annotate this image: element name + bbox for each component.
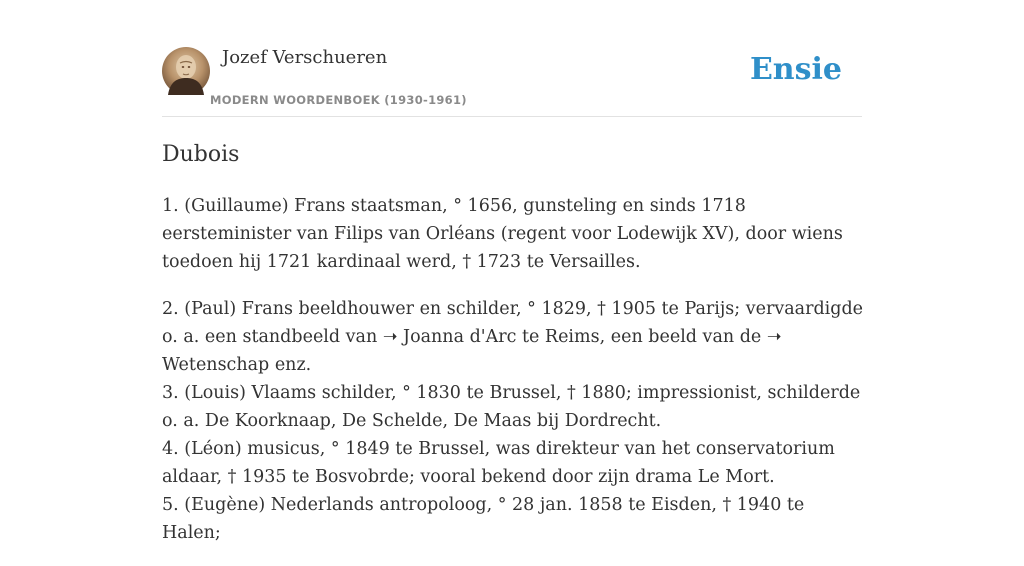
reference-arrow-icon: ➝ xyxy=(382,327,398,347)
entry-item-3: 3. (Louis) Vlaams schilder, ° 1830 te Brussel, † 1880; impressionist, schilderde o. a. De Koorknaap, De Schelde, De Maas bij Dordrecht. xyxy=(162,383,861,431)
page-header xyxy=(162,46,862,117)
entry-paragraph-2 xyxy=(162,295,868,547)
entry-item-4: 4. (Léon) musicus, ° 1849 te Brussel, was direkteur van het conservatorium aldaar, † 1935 te Bosvobrde; vooral bekend door zijn drama Le Mort. xyxy=(162,439,835,487)
portrait-image xyxy=(162,47,210,95)
entry-title: Dubois xyxy=(162,142,240,167)
author-name[interactable]: Jozef Verschueren xyxy=(222,47,388,68)
reference-arrow-icon: ➝ xyxy=(766,327,782,347)
reference-link-wetenschap[interactable]: Wetenschap enz. xyxy=(162,355,312,375)
entry-paragraph-1: 1. (Guillaume) Frans staatsman, ° 1656, gunsteling en sinds 1718 eersteminister van Filips van Orléans (regent voor Lodewijk XV), door wiens toedoen hij 1721 kardinaal werd, † 1723 te Versailles. xyxy=(162,196,843,272)
entry-content xyxy=(162,192,868,566)
entry-item-5: 5. (Eugène) Nederlands antropoloog, ° 28 jan. 1858 te Eisden, † 1940 te Halen; xyxy=(162,495,805,543)
author-avatar[interactable] xyxy=(162,47,210,95)
entry-item-2 xyxy=(162,295,868,379)
item-2-text-before: 2. (Paul) Frans beeldhouwer en schilder, ° 1829, † 1905 te Parijs; vervaardigde o. a. een standbeeld van xyxy=(162,299,864,347)
brand-logo[interactable]: Ensie xyxy=(749,52,842,87)
source-label[interactable]: MODERN WOORDENBOEK (1930-1961) xyxy=(210,93,467,107)
reference-link-joanna[interactable]: Joanna d'Arc te Reims, een beeld van de xyxy=(397,327,767,347)
